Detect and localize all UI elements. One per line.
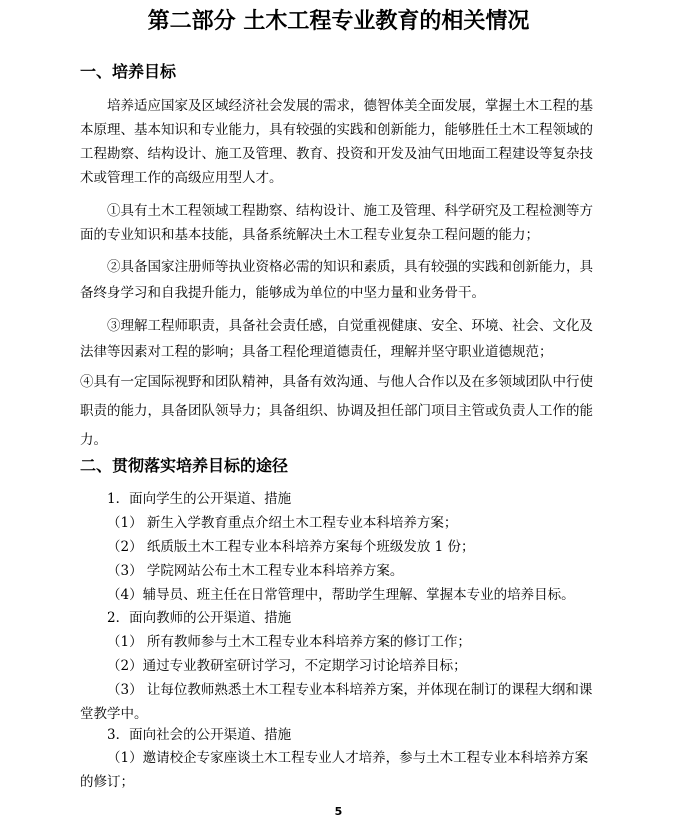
training-goal-4: ④具有一定国际视野和团队精神，具备有效沟通、与他人合作以及在多领域团队中行使职责的能力，具备团队领导力；具备组织、协调及担任部门项目主管或负责人工作的能力。 — [80, 374, 593, 448]
subsection-students-title: 1．面向学生的公开渠道、措施 — [107, 491, 292, 507]
list-item: （2） 纸质版土木工程专业本科培养方案每个班级发放 1 份； — [107, 539, 475, 555]
list-item: （1） 所有教师参与土木工程专业本科培养方案的修订工作； — [107, 634, 471, 650]
training-goal-3: ③理解工程师职责，具备社会责任感，自觉重视健康、安全、环境、社会、文化及法律等因素对工程的影响；具备工程伦理道德责任，理解并坚守职业道德规范； — [80, 318, 593, 360]
page-title: 第二部分 土木工程专业教育的相关情况 — [147, 9, 530, 34]
list-item: （3） 让每位教师熟悉土木工程专业本科培养方案，并体现在制订的课程大纲和课堂教学中。 — [80, 682, 593, 722]
training-goals-intro: 培养适应国家及区域经济社会发展的需求，德智体美全面发展，掌握土木工程的基本原理、基本知识和专业能力，具有较强的实践和创新能力，能够胜任土木工程领域的工程勘察、结构设计、施工及管理、教育、投资和开发及油气田地面工程建设等复杂技术或管理工作的高级应用型人才。 — [80, 98, 593, 186]
section-heading-implementation: 二、贯彻落实培养目标的途径 — [80, 456, 289, 475]
list-item: （2）通过专业教研室研讨学习，不定期学习讨论培养目标； — [107, 658, 467, 674]
page-number: 5 — [334, 805, 343, 818]
section-heading-training-goals: 一、培养目标 — [80, 62, 177, 81]
list-item: （4）辅导员、班主任在日常管理中，帮助学生理解、掌握本专业的培养目标。 — [107, 587, 575, 603]
list-item: （3） 学院网站公布土木工程专业本科培养方案。 — [107, 563, 404, 579]
list-item: （1） 新生入学教育重点介绍土木工程专业本科培养方案； — [107, 515, 458, 531]
subsection-society-title: 3．面向社会的公开渠道、措施 — [107, 727, 292, 743]
list-item: （1）邀请校企专家座谈土木工程专业人才培养，参与土木工程专业本科培养方案的修订； — [80, 750, 589, 790]
training-goal-1: ①具有土木工程领域工程勘察、结构设计、施工及管理、科学研究及工程检测等方面的专业知识和基本技能，具备系统解决土木工程专业复杂工程问题的能力； — [80, 203, 593, 243]
subsection-teachers-title: 2．面向教师的公开渠道、措施 — [107, 610, 292, 626]
training-goal-2: ②具备国家注册师等执业资格必需的知识和素质，具有较强的实践和创新能力，具备终身学习和自我提升能力，能够成为单位的中坚力量和业务骨干。 — [80, 259, 593, 301]
